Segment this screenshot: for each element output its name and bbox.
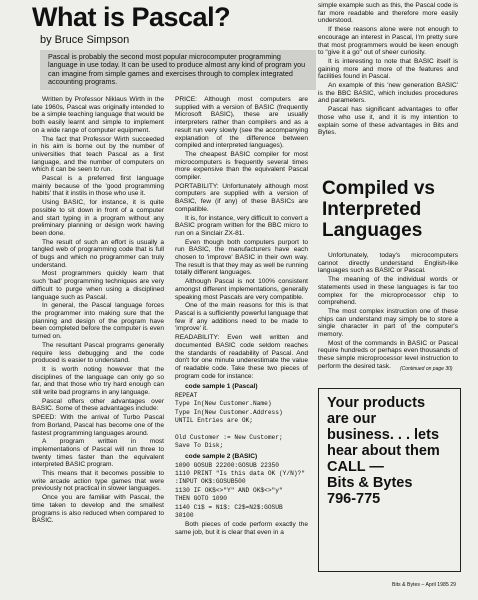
paragraph: Once you are familiar with Pascal, the time taken to develop and the smallest programs is also reduced when compared to BASIC. bbox=[32, 494, 164, 525]
heading-line: Interpreted bbox=[322, 199, 422, 220]
paragraph: Pascal offers other advantages over BASIC. Some of these advantages include: bbox=[32, 397, 164, 413]
ad-line: Bits & Bytes bbox=[327, 475, 413, 491]
paragraph: The most complex instruction one of these chips can understand may simply be to store a single character in part of the computer's memory. bbox=[318, 307, 458, 339]
paragraph: It is, for instance, very difficult to convert a BASIC program written for the BBC micro to run on a Sinclair ZX-81. bbox=[175, 214, 308, 237]
ad-line: 796-775 bbox=[327, 491, 381, 507]
paragraph: Unfortunately, today's microcomputers cannot directly understand English-like languages such as BASIC or Pascal. bbox=[318, 252, 458, 275]
paragraph: Written by Professor Niklaus Wirth in the late 1960s, Pascal was originally intended to be a simple teaching language that would be both easily learnt and simple to implement on a wide range of computer equipment. bbox=[32, 96, 164, 134]
code-line: 1140 C1$ = N1$: C2$=N2$:GOSUB bbox=[175, 503, 283, 511]
code-line bbox=[175, 426, 308, 433]
ad-line: Your products bbox=[327, 395, 426, 411]
paragraph: The fact that Professor Wirth succeeded in his aim is borne out by the number of universities that teach Pascal as a first language, and the number of computers on which it can be seen to run. bbox=[32, 135, 164, 174]
paragraph: The cheapest BASIC compiler for most microcomputers is frequently several times more expensive than the equivalent Pascal compiler. bbox=[175, 150, 308, 182]
paragraph: PORTABILITY: Unfortunately although most computers are supplied with a version of BASIC, few (if any) of these BASICs are compatible. bbox=[175, 182, 308, 213]
code-line: REPEAT bbox=[175, 392, 198, 400]
paragraph: SPEED: With the arrival of Turbo Pascal from Borland, Pascal has become one of the fastest programming languages around. bbox=[32, 414, 164, 437]
sidebar-heading bbox=[322, 178, 462, 241]
heading-line: Compiled vs bbox=[322, 178, 435, 199]
page-footer: Bits & Bytes – April 1985 29 bbox=[392, 582, 457, 588]
code-line: Old Customer := New Customer; bbox=[175, 434, 283, 442]
paragraph: It is interesting to note that BASIC itself is gaining more and more of the features and facilities found in Pascal. bbox=[318, 57, 458, 81]
paragraph: In general, the Pascal language forces the programmer into making sure that the planning and design of the program have been completed before the computer is even turned on. bbox=[32, 302, 164, 341]
paragraph: If these reasons alone were not enough to encourage an interest in Pascal, I'm pretty sure that most programmers would be keen enough to "give it a go" out of sheer curiosity. bbox=[318, 26, 458, 57]
paragraph: Using BASIC, for instance, it is quite possible to sit down in front of a computer and start typing in a program without any preliminary planning or design work having been done. bbox=[32, 199, 164, 237]
paragraph: This means that it becomes possible to write arcade action type games that were previously not practical in slower languages. bbox=[32, 470, 164, 493]
code-line: UNTIL Entries are OK; bbox=[175, 417, 253, 425]
ad-line: are our bbox=[327, 411, 377, 427]
code-line: Save To Disk; bbox=[175, 442, 224, 450]
code-sample-1-label: code sample 1 (Pascal) bbox=[185, 383, 258, 391]
paragraph: A program written in most implementations of Pascal will run three to twenty times faster than the equivalent interpreted BASIC program. bbox=[32, 438, 164, 469]
code-line: Type In(New Customer.Name) bbox=[175, 400, 272, 408]
paragraph: It is worth noting however that the disciplines of the language can only go so far, and that those who try hard enough can still write bad programs in any language. bbox=[32, 365, 164, 397]
paragraph: Pascal is a preferred first language mainly because of the 'good programming habits' that it instils in those who use it. bbox=[32, 175, 164, 198]
paragraph: PRICE: Although most computers are supplied with a version of BASIC (frequently Microsoft BASIC), these are usually interpreters rather than compilers and as a result run very slowly (see the accompanying explanation of the difference between compiled and interpreted languages). bbox=[175, 96, 308, 150]
column-3-top bbox=[318, 2, 458, 172]
code-line: 30100 bbox=[175, 512, 194, 519]
paragraph: The meaning of the individual words or statements used in these languages is far too complex for the microprocessor chip to comprehend. bbox=[318, 276, 458, 307]
paragraph: Even though both computers purport to run BASIC, the manufacturers have each chosen to 'improve' BASIC in their own way. The result is that they may as well be running totally different languages. bbox=[175, 238, 308, 277]
code-line: 1110 PRINT "Is this data OK (Y/N)?" bbox=[175, 469, 305, 477]
paragraph: The resultant Pascal programs generally require less debugging and the code produced is easier to understand. bbox=[32, 341, 164, 365]
column-1 bbox=[32, 96, 164, 586]
continued-note: (Continued on page 30) bbox=[400, 366, 453, 372]
article-byline: by Bruce Simpson bbox=[40, 34, 130, 46]
paragraph: One of the main reasons for this is that Pascal is a sufficiently powerful language that few if any additions need to be made to 'improve' it. bbox=[175, 302, 308, 333]
code-line: THEN GOTO 1090 bbox=[175, 495, 227, 503]
article-title: What is Pascal? bbox=[32, 2, 231, 32]
paragraph: READABILITY: Even well written and documented BASIC code seldom reaches the standards of readability of Pascal. And don't for one minute underestimate the value of readable code. Take these two pieces of program code for instance: bbox=[175, 334, 308, 380]
code-line: 1090 GOSUB 22200:GOSUB 22350 bbox=[175, 461, 279, 469]
heading-line: Languages bbox=[322, 220, 423, 241]
ad-line: hear about them bbox=[327, 443, 440, 459]
paragraph: Most programmers quickly learn that such 'bad' programming techniques are very difficult to purge when using a disciplined language such as Pascal. bbox=[32, 270, 164, 301]
ad-text bbox=[327, 395, 452, 507]
ad-line: business. . . lets bbox=[327, 427, 440, 443]
paragraph: Most of the commands in BASIC or Pascal require hundreds or perhaps even thousands of these simple microprocessor level instruction to perform the desired task. bbox=[318, 339, 458, 370]
code-sample-2-label: code sample 2 (BASIC) bbox=[185, 452, 258, 460]
code-line: :INPUT OK$:GOSUB500 bbox=[175, 478, 246, 486]
paragraph: Although Pascal is not 100% consistent amongst different implementations, generally speaking most Pascals are very compatible. bbox=[175, 278, 308, 301]
code-line: Type In(New Customer.Address) bbox=[175, 408, 283, 416]
ad-line: CALL — bbox=[327, 459, 384, 475]
paragraph: Both pieces of code perform exactly the same job, but it is clear that even in a bbox=[175, 521, 308, 537]
code-line: 1130 IF OK$<>"Y" AND OK$<>"y" bbox=[175, 486, 283, 494]
paragraph: simple example such as this, the Pascal code is far more readable and therefore more easily understood. bbox=[318, 2, 458, 25]
paragraph: Pascal has significant advantages to offer those who use it, and it is my intention to explain some of these advantages in Bits and Bytes. bbox=[318, 106, 458, 137]
column-2 bbox=[175, 96, 308, 586]
paragraph: The result of such an effort is usually a tangled web of programming code that is full of bugs and which no programmer can truly understand. bbox=[32, 238, 164, 269]
paragraph: An example of this 'new generation BASIC' is the BBC BASIC, which includes procedures and parameters. bbox=[318, 82, 458, 105]
advertisement-box bbox=[318, 388, 461, 572]
article-intro: Pascal is probably the second most popular microcomputer programming language in use today. It can be used to produce almost any kind of program you can imagine from simple games and exercises through to complex integrated accounting programs. bbox=[40, 50, 316, 90]
sidebar-body bbox=[318, 252, 458, 370]
